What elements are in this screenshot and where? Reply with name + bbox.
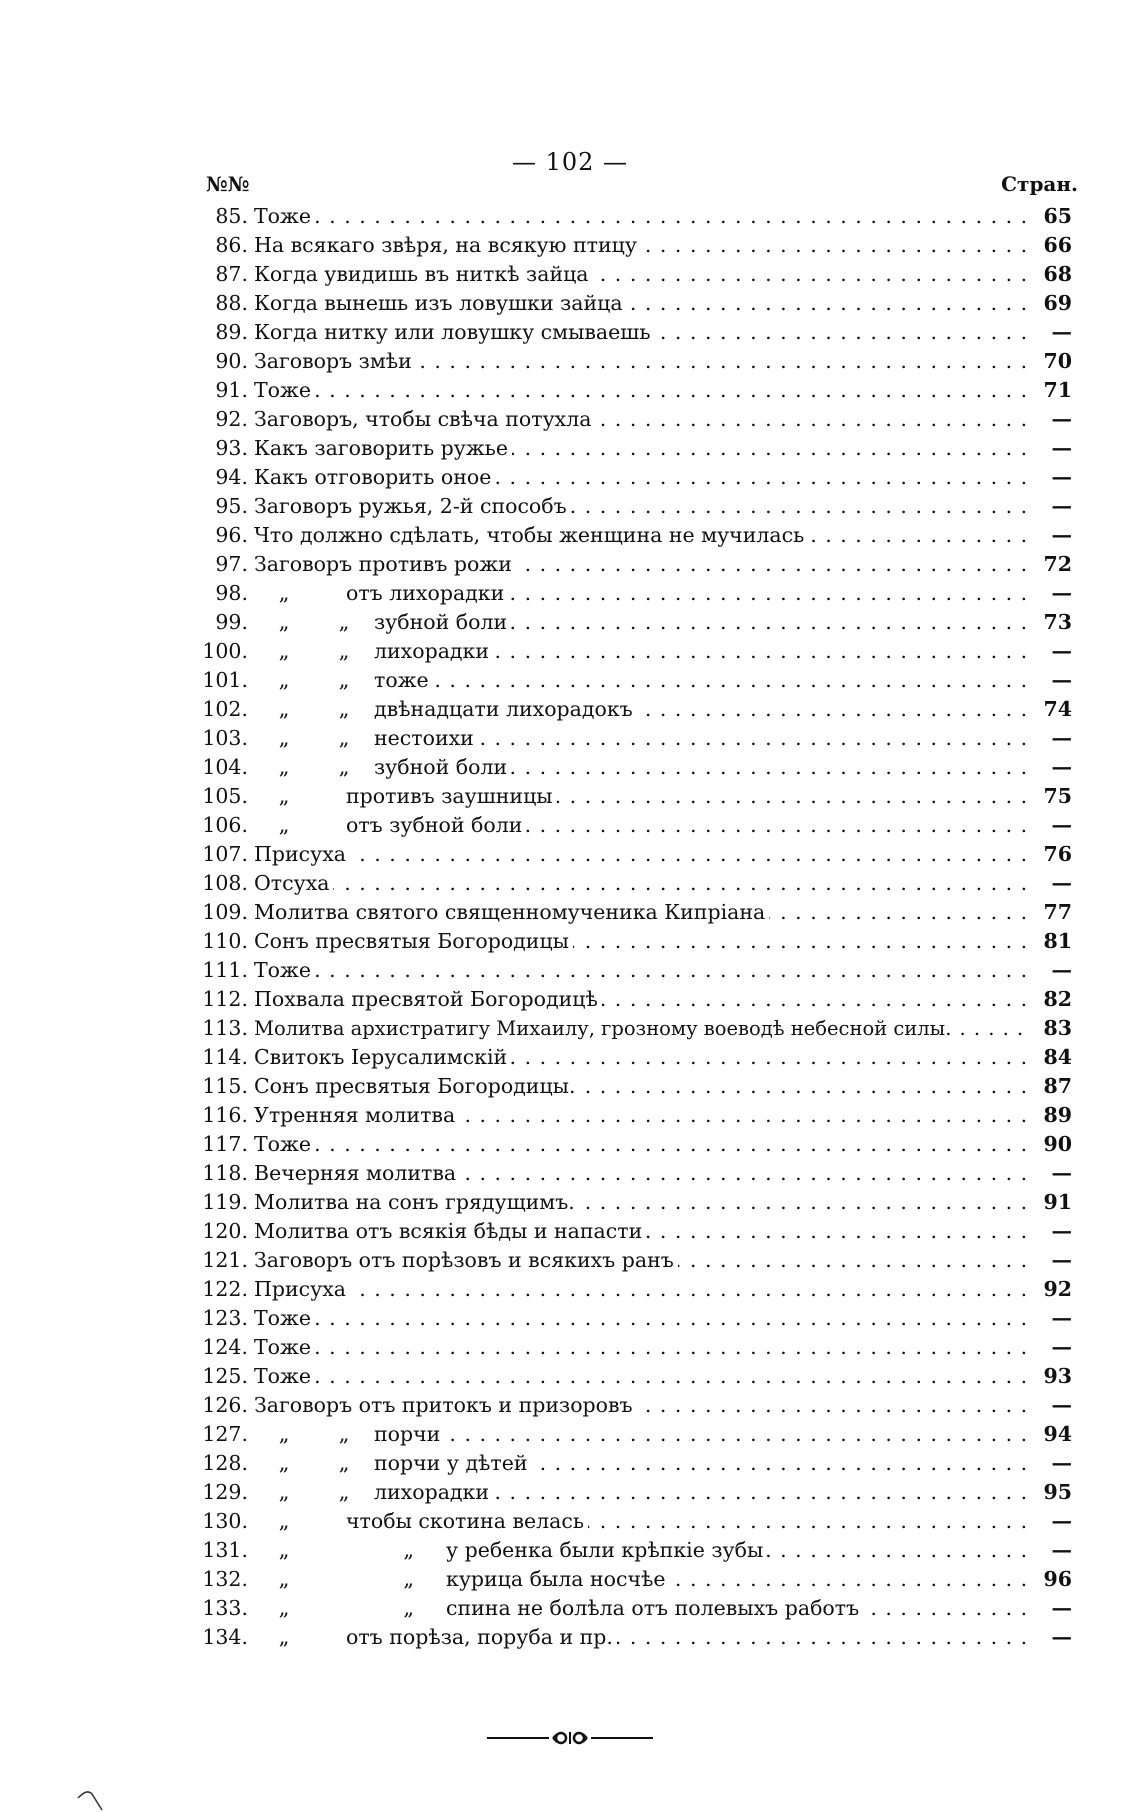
entry-title: „ „ нестоихи . . .	[254, 724, 1028, 753]
entry-number: 104.	[202, 755, 248, 779]
entry-page: 82	[1028, 985, 1072, 1014]
entry-page: 81	[1028, 927, 1072, 956]
ditto-mark: „	[338, 610, 350, 634]
entry-title: Когда увидишь въ ниткѣ зайца . . .	[254, 260, 1028, 289]
entry-title: На всякаго звѣря, на всякую птицу . . .	[254, 231, 1028, 260]
ditto-mark: „	[403, 1567, 414, 1591]
entry-title: „ чтобы скотина велась . . .	[254, 1507, 1028, 1536]
toc-entry	[196, 1130, 1072, 1159]
entry-title: Какъ отговорить оное . . .	[254, 463, 1028, 492]
toc-entry	[196, 927, 1072, 956]
entry-page: —	[1028, 318, 1072, 347]
toc-entry	[196, 898, 1072, 927]
toc-entry	[196, 492, 1072, 521]
ditto-mark: „	[403, 1596, 414, 1620]
ditto-mark: „	[278, 697, 290, 721]
entry-number: 116.	[202, 1103, 248, 1127]
entry-title: „ отъ порѣза, поруба и пр. . . .	[254, 1623, 1028, 1652]
entry-title: Тоже . . .	[254, 1333, 1028, 1362]
column-header-page: Стран.	[1001, 172, 1078, 196]
ditto-mark: „	[278, 668, 290, 692]
toc-entry	[196, 1072, 1072, 1101]
ditto-mark: „	[338, 726, 350, 750]
entry-page: —	[1028, 1159, 1072, 1188]
entry-title: „ „ порчи . . .	[254, 1420, 1028, 1449]
entry-page: —	[1028, 753, 1072, 782]
toc-entry	[196, 405, 1072, 434]
entry-title: „ отъ лихорадки . . .	[254, 579, 1028, 608]
entry-page: 72	[1028, 550, 1072, 579]
entry-title: Заговоръ змѣи . . .	[254, 347, 1028, 376]
toc-entry	[196, 521, 1072, 550]
entry-number: 115.	[202, 1074, 248, 1098]
entry-number: 103.	[202, 726, 248, 750]
entry-page: 70	[1028, 347, 1072, 376]
entry-page: 91	[1028, 1188, 1072, 1217]
entry-page: 71	[1028, 376, 1072, 405]
toc-entry	[196, 724, 1072, 753]
entry-number: 123.	[202, 1306, 248, 1330]
toc-entry	[196, 1623, 1072, 1652]
entry-number: 95.	[215, 494, 248, 518]
entry-title: Сонъ пресвятыя Богородицы. . . .	[254, 1072, 1028, 1101]
entry-page: —	[1028, 869, 1072, 898]
toc-entry	[196, 1014, 1072, 1043]
entry-number: 94.	[215, 465, 248, 489]
entry-number: 118.	[202, 1161, 248, 1185]
entry-title: Тоже . . .	[254, 956, 1028, 985]
ditto-mark: „	[278, 1480, 290, 1504]
toc-entry	[196, 1159, 1072, 1188]
ditto-mark: „	[278, 1509, 290, 1533]
entry-title: „ „ лихорадки . . .	[254, 637, 1028, 666]
toc-entry	[196, 637, 1072, 666]
toc-entry	[196, 318, 1072, 347]
entry-title: Молитва отъ всякія бѣды и напасти . . .	[254, 1217, 1028, 1246]
entry-number: 119.	[202, 1190, 248, 1214]
entry-number: 117.	[202, 1132, 248, 1156]
ditto-mark: „	[338, 697, 350, 721]
ditto-mark: „	[338, 639, 350, 663]
ditto-mark: „	[278, 755, 290, 779]
entry-title: Присуха . . .	[254, 1275, 1028, 1304]
entry-page: 84	[1028, 1043, 1072, 1072]
entry-page: —	[1028, 492, 1072, 521]
column-header-number: №№	[206, 172, 250, 196]
toc-entry	[196, 1362, 1072, 1391]
toc-entry	[196, 811, 1072, 840]
entry-page: 69	[1028, 289, 1072, 318]
toc-entry	[196, 1188, 1072, 1217]
toc-entry	[196, 1391, 1072, 1420]
toc-entry	[196, 1594, 1072, 1623]
entry-number: 130.	[202, 1509, 248, 1533]
ditto-mark: „	[278, 1422, 290, 1446]
toc-entry	[196, 985, 1072, 1014]
entry-title: Тоже . . .	[254, 1304, 1028, 1333]
entry-number: 127.	[202, 1422, 248, 1446]
entry-number: 113.	[202, 1016, 248, 1040]
entry-number: 87.	[215, 262, 248, 286]
entry-page: 65	[1028, 202, 1072, 231]
page-number: — 102 —	[511, 148, 629, 176]
entry-page: —	[1028, 1594, 1072, 1623]
toc-entry	[196, 1304, 1072, 1333]
toc-entry	[196, 231, 1072, 260]
entry-number: 131.	[202, 1538, 248, 1562]
entry-number: 124.	[202, 1335, 248, 1359]
ditto-mark: „	[278, 1625, 290, 1649]
entry-page: 66	[1028, 231, 1072, 260]
ditto-mark: „	[278, 726, 290, 750]
entry-page: —	[1028, 1623, 1072, 1652]
entry-number: 132.	[202, 1567, 248, 1591]
ditto-mark: „	[338, 755, 350, 779]
ditto-mark: „	[278, 1538, 290, 1562]
entry-page: —	[1028, 405, 1072, 434]
toc-entry	[196, 376, 1072, 405]
toc-entry	[196, 608, 1072, 637]
entry-number: 92.	[215, 407, 248, 431]
entry-title: Утренняя молитва . . .	[254, 1101, 1028, 1130]
entry-number: 133.	[202, 1596, 248, 1620]
ditto-mark: „	[338, 1422, 350, 1446]
entry-page: —	[1028, 1391, 1072, 1420]
entry-title: Заговоръ отъ притокъ и призоровъ . . .	[254, 1391, 1028, 1420]
table-of-contents	[196, 202, 1072, 1652]
entry-page: 75	[1028, 782, 1072, 811]
entry-title: „ „ курица была носчѣе . . .	[254, 1565, 1028, 1594]
entry-title: Вечерняя молитва . . .	[254, 1159, 1028, 1188]
entry-number: 101.	[202, 668, 248, 692]
entry-title: „ „ лихорадки . . .	[254, 1478, 1028, 1507]
toc-entry	[196, 463, 1072, 492]
entry-number: 102.	[202, 697, 248, 721]
entry-page: —	[1028, 521, 1072, 550]
toc-entry	[196, 1449, 1072, 1478]
entry-number: 90.	[215, 349, 248, 373]
entry-title: Заговоръ отъ порѣзовъ и всякихъ ранъ . . .	[254, 1246, 1028, 1275]
entry-title: Заговоръ противъ рожи . . .	[254, 550, 1028, 579]
entry-title: „ противъ заушницы . . .	[254, 782, 1028, 811]
toc-entry	[196, 202, 1072, 231]
entry-page: 73	[1028, 608, 1072, 637]
toc-entry	[196, 869, 1072, 898]
entry-page: —	[1028, 1304, 1072, 1333]
entry-number: 125.	[202, 1364, 248, 1388]
toc-entry	[196, 347, 1072, 376]
toc-entry	[196, 1565, 1072, 1594]
entry-number: 88.	[215, 291, 248, 315]
toc-entry	[196, 434, 1072, 463]
entry-page: —	[1028, 637, 1072, 666]
entry-title: Когда нитку или ловушку смываешь . . .	[254, 318, 1028, 347]
entry-number: 122.	[202, 1277, 248, 1301]
entry-page: 94	[1028, 1420, 1072, 1449]
entry-title: Тоже . . .	[254, 1362, 1028, 1391]
entry-number: 99.	[215, 610, 248, 634]
entry-title: „ „ двѣнадцати лихорадокъ . . .	[254, 695, 1028, 724]
entry-number: 111.	[202, 958, 248, 982]
entry-title: „ „ у ребенка были крѣпкіе зубы . . .	[254, 1536, 1028, 1565]
toc-entry	[196, 289, 1072, 318]
entry-title: Отсуха . . .	[254, 869, 1028, 898]
toc-entry	[196, 1478, 1072, 1507]
entry-page: 90	[1028, 1130, 1072, 1159]
ditto-mark: „	[278, 1567, 290, 1591]
toc-entry	[196, 695, 1072, 724]
entry-number: 134.	[202, 1625, 248, 1649]
entry-title: Тоже . . .	[254, 202, 1028, 231]
entry-page: —	[1028, 579, 1072, 608]
flourish-divider-icon	[485, 1728, 655, 1748]
entry-number: 112.	[202, 987, 248, 1011]
entry-number: 107.	[202, 842, 248, 866]
toc-entry	[196, 1101, 1072, 1130]
entry-page: —	[1028, 811, 1072, 840]
ditto-mark: „	[278, 1451, 290, 1475]
ditto-mark: „	[278, 813, 290, 837]
ditto-mark: „	[338, 1451, 350, 1475]
entry-number: 129.	[202, 1480, 248, 1504]
entry-title: „ „ зубной боли . . .	[254, 608, 1028, 637]
entry-number: 108.	[202, 871, 248, 895]
entry-page: —	[1028, 1217, 1072, 1246]
stray-pencil-mark-icon	[76, 1788, 106, 1812]
entry-number: 93.	[215, 436, 248, 460]
entry-title: Заговоръ ружья, 2-й способъ . . .	[254, 492, 1028, 521]
entry-title: „ „ порчи у дѣтей . . .	[254, 1449, 1028, 1478]
entry-page: —	[1028, 956, 1072, 985]
toc-entry	[196, 782, 1072, 811]
entry-number: 96.	[215, 523, 248, 547]
toc-entry	[196, 1333, 1072, 1362]
toc-entry	[196, 840, 1072, 869]
entry-page: 87	[1028, 1072, 1072, 1101]
toc-entry	[196, 1536, 1072, 1565]
entry-number: 114.	[202, 1045, 248, 1069]
toc-entry	[196, 1217, 1072, 1246]
entry-title: Молитва святого священномученика Кипріана . . .	[254, 898, 1028, 927]
end-ornament	[0, 1728, 1140, 1752]
ditto-mark: „	[338, 668, 350, 692]
toc-entry	[196, 579, 1072, 608]
entry-title: Что должно сдѣлать, чтобы женщина не мучилась . . .	[254, 521, 1028, 550]
entry-title: Когда вынешь изъ ловушки зайца . . .	[254, 289, 1028, 318]
entry-page: —	[1028, 463, 1072, 492]
toc-entry	[196, 1507, 1072, 1536]
entry-page: —	[1028, 1246, 1072, 1275]
ditto-mark: „	[278, 581, 290, 605]
entry-title: Тоже . . .	[254, 376, 1028, 405]
entry-page: —	[1028, 1449, 1072, 1478]
entry-page: —	[1028, 724, 1072, 753]
entry-page: —	[1028, 666, 1072, 695]
entry-title: Заговоръ, чтобы свѣча потухла . . .	[254, 405, 1028, 434]
entry-number: 91.	[215, 378, 248, 402]
entry-number: 110.	[202, 929, 248, 953]
entry-page: —	[1028, 1507, 1072, 1536]
entry-title: Молитва архистратигу Михаилу, грозному воеводѣ небесной силы. . . .	[254, 1014, 1028, 1043]
entry-title: Свитокъ Іерусалимскій . . .	[254, 1043, 1028, 1072]
toc-entry	[196, 1043, 1072, 1072]
entry-page: —	[1028, 1333, 1072, 1362]
entry-title: Присуха . . .	[254, 840, 1028, 869]
entry-title: Похвала пресвятой Богородицѣ . . .	[254, 985, 1028, 1014]
entry-title: Молитва на сонъ грядущимъ. . . .	[254, 1188, 1028, 1217]
ditto-mark: „	[278, 1596, 290, 1620]
entry-title: „ отъ зубной боли . . .	[254, 811, 1028, 840]
entry-page: 95	[1028, 1478, 1072, 1507]
entry-number: 105.	[202, 784, 248, 808]
entry-page: 77	[1028, 898, 1072, 927]
entry-title: Какъ заговорить ружье . . .	[254, 434, 1028, 463]
ditto-mark: „	[403, 1538, 414, 1562]
entry-page: —	[1028, 1536, 1072, 1565]
toc-entry	[196, 753, 1072, 782]
ditto-mark: „	[278, 639, 290, 663]
ditto-mark: „	[278, 610, 290, 634]
entry-number: 97.	[215, 552, 248, 576]
entry-number: 126.	[202, 1393, 248, 1417]
ditto-mark: „	[338, 1480, 350, 1504]
entry-page: 92	[1028, 1275, 1072, 1304]
entry-title: „ „ спина не болѣла отъ полевыхъ работъ . . .	[254, 1594, 1028, 1623]
toc-entry	[196, 956, 1072, 985]
entry-number: 128.	[202, 1451, 248, 1475]
entry-number: 121.	[202, 1248, 248, 1272]
toc-entry	[196, 260, 1072, 289]
entry-number: 109.	[202, 900, 248, 924]
entry-number: 100.	[202, 639, 248, 663]
toc-entry	[196, 666, 1072, 695]
entry-title: „ „ зубной боли . . .	[254, 753, 1028, 782]
toc-entry	[196, 550, 1072, 579]
entry-page: 89	[1028, 1101, 1072, 1130]
toc-entry	[196, 1420, 1072, 1449]
entry-title: Сонъ пресвятыя Богородицы . . .	[254, 927, 1028, 956]
entry-number: 98.	[215, 581, 248, 605]
entry-number: 120.	[202, 1219, 248, 1243]
entry-page: 93	[1028, 1362, 1072, 1391]
entry-number: 89.	[215, 320, 248, 344]
entry-page: 83	[1028, 1014, 1072, 1043]
ditto-mark: „	[278, 784, 290, 808]
entry-page: 74	[1028, 695, 1072, 724]
entry-page: 76	[1028, 840, 1072, 869]
entry-title: Тоже . . .	[254, 1130, 1028, 1159]
entry-title: „ „ тоже . . .	[254, 666, 1028, 695]
entry-page: —	[1028, 434, 1072, 463]
entry-number: 85.	[215, 204, 248, 228]
entry-page: 96	[1028, 1565, 1072, 1594]
entry-number: 86.	[215, 233, 248, 257]
entry-number: 106.	[202, 813, 248, 837]
toc-entry	[196, 1246, 1072, 1275]
toc-entry	[196, 1275, 1072, 1304]
entry-page: 68	[1028, 260, 1072, 289]
